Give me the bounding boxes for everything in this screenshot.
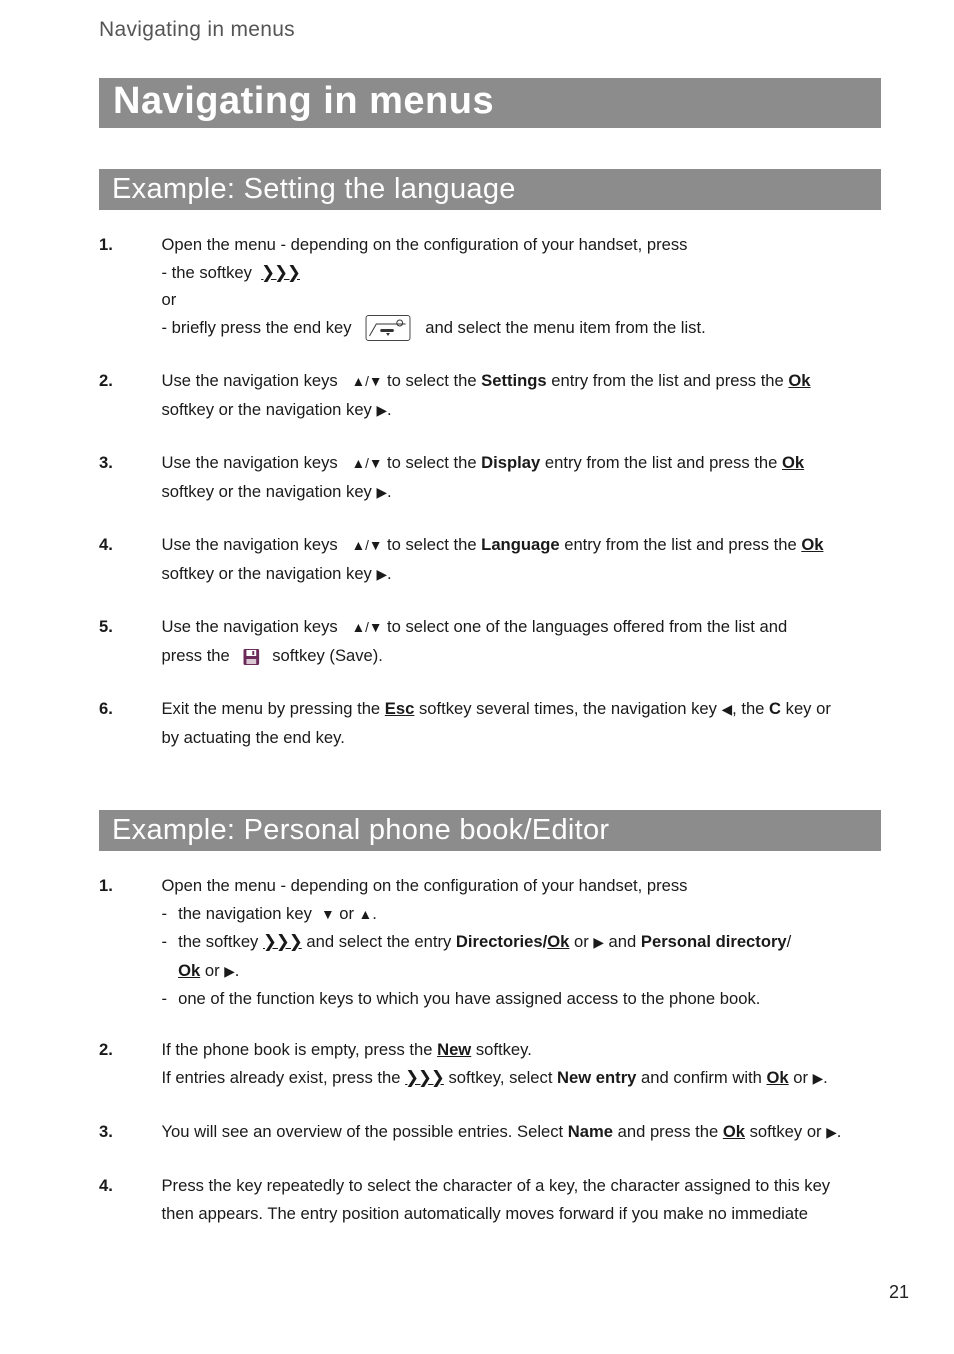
chevron-softkey-icon: ❯❯❯ — [262, 932, 302, 951]
up-down-arrow-icon: ▲/▼ — [351, 373, 383, 389]
chevron-softkey-icon: ❯❯❯ — [261, 262, 300, 282]
step-text: to select the — [387, 371, 477, 390]
step-text: softkey or the navigation key — [161, 481, 372, 501]
step-text: Use the navigation keys — [161, 453, 338, 472]
step-text: or — [204, 960, 220, 980]
step-text: Press the key repeatedly to select the character of a key, the character assigned to this key — [161, 1176, 831, 1195]
step-number: 4. — [99, 535, 113, 554]
step-text: / — [786, 932, 792, 951]
step-text: softkey, select — [448, 1067, 553, 1087]
step-text: and select the entry — [306, 932, 452, 951]
step-text: press the — [161, 645, 230, 665]
step-text: then appears. The entry position automatically moves forward if you make no immediate — [161, 1203, 808, 1223]
bullet-dash: - — [161, 903, 168, 923]
right-arrow-icon: ▶ — [812, 1069, 824, 1086]
step-text: one of the function keys to which you have assigned access to the phone book. — [178, 989, 761, 1008]
step-text: and select the menu item from the list. — [425, 317, 706, 337]
step-text: . — [387, 481, 392, 501]
step-text: entry from the list and press the — [551, 371, 784, 390]
step-text: If entries already exist, press the — [161, 1067, 401, 1087]
up-arrow-icon: ▲ — [358, 905, 373, 922]
step-text: Use the navigation keys — [161, 371, 338, 390]
step-text: . — [387, 563, 392, 583]
step-text: . — [234, 960, 240, 980]
step-number: 2. — [99, 371, 113, 390]
step-text: . — [823, 1067, 828, 1087]
right-arrow-icon: ▶ — [593, 934, 604, 950]
step-text: You will see an overview of the possible entries. Select — [161, 1122, 564, 1141]
step-text: or — [793, 1067, 809, 1087]
right-arrow-icon: ▶ — [376, 483, 388, 500]
step-text: the softkey — [178, 932, 259, 951]
ok-softkey: Ok — [801, 535, 824, 554]
step-text: entry from the list and press the — [544, 453, 778, 472]
step-text: softkey. — [475, 1040, 532, 1059]
section-heading-bar — [99, 169, 881, 210]
step-text: Exit the menu by pressing the — [161, 699, 381, 718]
up-down-arrow-icon: ▲/▼ — [351, 619, 383, 635]
menu-entry: Directories/ — [455, 932, 548, 951]
ok-softkey: Ok — [766, 1067, 789, 1087]
right-arrow-icon: ▶ — [376, 565, 388, 582]
up-down-arrow-icon: ▲/▼ — [351, 537, 383, 553]
chevron-softkey-icon: ❯❯❯ — [405, 1067, 444, 1087]
esc-softkey: Esc — [384, 699, 415, 718]
right-arrow-icon: ▶ — [376, 401, 388, 418]
step-text: and — [608, 932, 637, 951]
down-arrow-icon: ▼ — [321, 905, 335, 922]
page-title: Navigating in menus — [113, 80, 495, 122]
step-text: - the softkey — [161, 262, 252, 282]
right-arrow-icon: ▶ — [224, 962, 235, 979]
menu-entry: Display — [481, 453, 541, 472]
step-text: Use the navigation keys — [161, 535, 338, 554]
step-text: entry from the list and press the — [564, 535, 797, 554]
step-text: Open the menu - depending on the configuration of your handset, press — [161, 876, 688, 895]
step-text: to select the — [387, 535, 477, 554]
step-text: the navigation key — [178, 903, 312, 923]
up-down-arrow-icon: ▲/▼ — [351, 455, 383, 471]
step-text: or — [161, 290, 177, 309]
ok-softkey: Ok — [722, 1122, 745, 1141]
save-floppy-icon — [242, 647, 260, 665]
ok-softkey: Ok — [547, 932, 570, 951]
step-number: 1. — [99, 235, 113, 254]
step-text: softkey or — [749, 1122, 822, 1141]
step-number: 2. — [99, 1040, 113, 1059]
step-text: to select one of the languages offered from the list and — [387, 617, 788, 636]
step-number: 3. — [99, 1122, 113, 1141]
new-softkey: New — [437, 1040, 472, 1059]
step-number: 5. — [99, 617, 113, 636]
step-text: and press the — [617, 1122, 719, 1141]
step-text: . — [836, 1122, 842, 1141]
step-text: or — [339, 903, 355, 923]
menu-entry: Settings — [481, 371, 547, 390]
step-text: . — [372, 903, 377, 923]
ok-softkey: Ok — [178, 960, 201, 980]
section-heading: Example: Personal phone book/Editor — [112, 814, 610, 846]
step-number: 4. — [99, 1176, 113, 1195]
ok-softkey: Ok — [788, 371, 811, 390]
step-text: softkey several times, the navigation key — [418, 699, 717, 718]
step-text: Use the navigation keys — [161, 617, 338, 636]
menu-entry: Language — [481, 535, 560, 554]
page-number: 21 — [889, 1282, 910, 1302]
menu-entry: Personal directory — [640, 932, 787, 951]
step-text: Open the menu - depending on the configuration of your handset, press — [161, 235, 688, 254]
step-text: key or — [785, 699, 831, 718]
section-heading: Example: Setting the language — [112, 173, 516, 205]
page-title-bar — [99, 78, 881, 128]
section-heading-bar — [99, 810, 881, 851]
step-text: softkey (Save). — [272, 645, 383, 665]
step-text: If the phone book is empty, press the — [161, 1040, 433, 1059]
c-key: C — [769, 699, 782, 718]
end-key-icon — [366, 315, 411, 341]
step-text: and confirm with — [641, 1067, 762, 1087]
step-text: , the — [732, 699, 765, 718]
menu-entry: New entry — [557, 1067, 637, 1087]
step-text: . — [387, 399, 392, 419]
right-arrow-icon: ▶ — [826, 1124, 837, 1140]
step-number: 1. — [99, 876, 113, 895]
step-text: by actuating the end key. — [161, 727, 345, 747]
running-header: Navigating in menus — [99, 18, 295, 41]
ok-softkey: Ok — [781, 453, 805, 472]
menu-entry: Name — [567, 1122, 614, 1141]
step-number: 6. — [99, 699, 113, 718]
step-text: softkey or the navigation key — [161, 399, 372, 419]
left-arrow-icon: ◀ — [721, 701, 733, 717]
step-text: - briefly press the end key — [161, 317, 352, 337]
step-number: 3. — [99, 453, 113, 472]
bullet-dash: - — [161, 932, 168, 951]
step-text: to select the — [387, 453, 477, 472]
step-text: or — [574, 932, 589, 951]
bullet-dash: - — [161, 989, 168, 1008]
step-text: softkey or the navigation key — [161, 563, 372, 583]
